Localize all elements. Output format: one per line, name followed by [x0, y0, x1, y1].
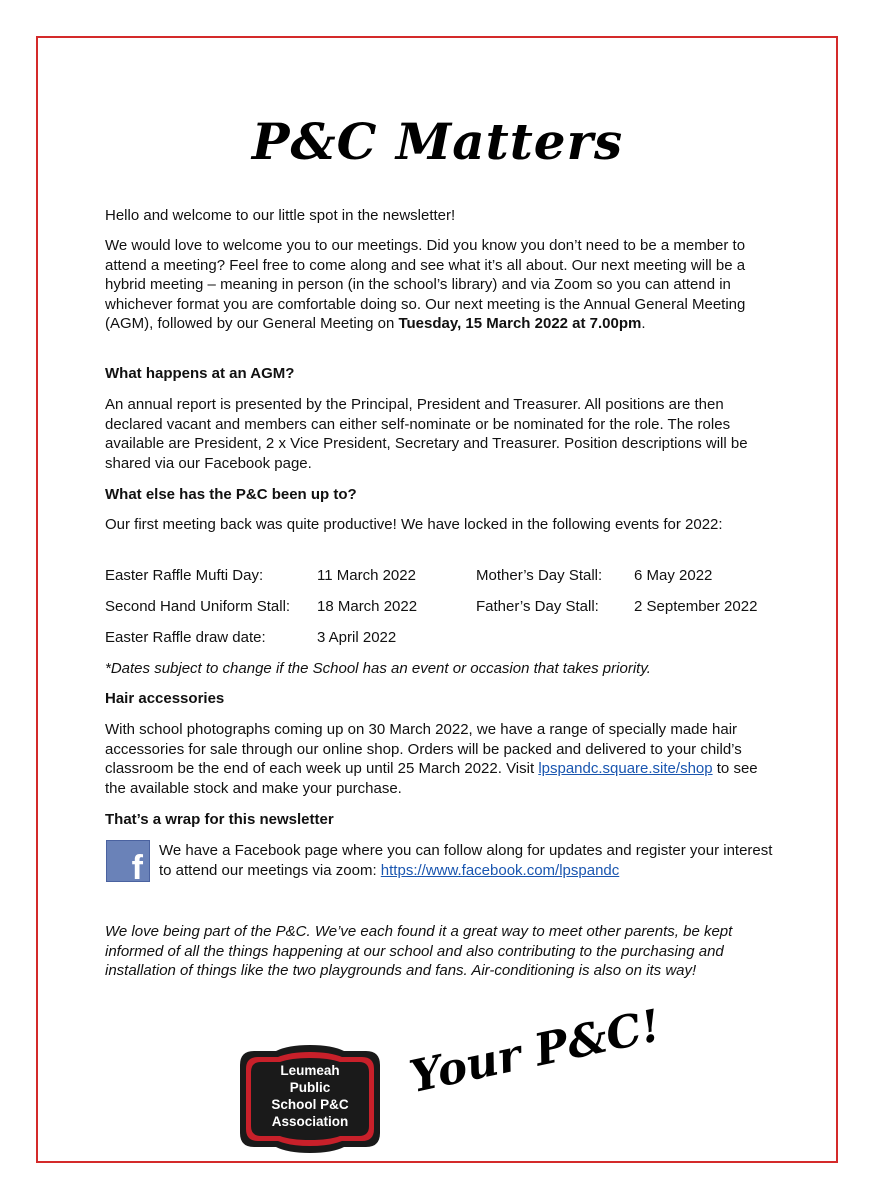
facebook-letter: f — [131, 849, 143, 882]
event-name: Second Hand Uniform Stall: — [105, 598, 291, 615]
facebook-paragraph — [159, 841, 779, 880]
hair-paragraph — [105, 720, 775, 798]
logo-line: School P&C — [271, 1097, 349, 1112]
logo-line: Leumeah — [280, 1063, 340, 1078]
facebook-link[interactable]: https://www.facebook.com/lpspandc — [380, 861, 620, 879]
agm-text: An annual report is presented by the Principal, President and Treasurer. All positions are then declared vacant and members can either self-nominate or be nominated for the role. The roles available are President, 2 x Vice President, Secretary and Treasurer. Position descriptions will be shared via our Facebook page. — [105, 396, 748, 472]
events-text: Our first meeting back was quite productive! We have locked in the following events for 2022: — [105, 516, 723, 533]
meetings-end: . — [641, 315, 646, 332]
page-title: P&C Matters — [251, 112, 624, 171]
logo-line: Public — [289, 1080, 331, 1095]
event-date: 6 May 2022 — [634, 567, 713, 584]
intro-text: Hello and welcome to our little spot in the newsletter! — [105, 207, 456, 224]
events-note: *Dates subject to change if the School has an event or occasion that takes priority. — [105, 660, 651, 677]
hair-end: to see the available stock and make your purchase. — [105, 760, 758, 797]
agm-heading: What happens at an AGM? — [105, 365, 295, 382]
meeting-date: Tuesday, 15 March 2022 at 7.00pm — [398, 315, 642, 332]
hair-heading: Hair accessories — [105, 690, 225, 707]
event-name: Easter Raffle draw date: — [105, 629, 266, 646]
events-heading: What else has the P&C been up to? — [105, 486, 357, 503]
event-date: 2 September 2022 — [634, 598, 758, 615]
event-date: 3 April 2022 — [317, 629, 397, 646]
event-name: Father’s Day Stall: — [476, 598, 599, 615]
facebook-icon[interactable] — [106, 840, 150, 882]
shop-link[interactable]: lpspandc.square.site/shop — [538, 760, 713, 777]
event-date: 18 March 2022 — [317, 598, 418, 615]
closing-text: We love being part of the P&C. We’ve each found it a great way to meet other parents, be kept informed of all the things happening at our school and also contributing to the purchasing and installation of things like the two playgrounds and fans. Air-conditioning is also on its way! — [105, 923, 733, 979]
meetings-text: We would love to welcome you to our meetings. Did you know you don’t need to be a member to attend a meeting? Feel free to come along and see what it’s all about. Our next meeting will be a hybrid meeting – meaning in person (in the school’s library) and via Zoom so you can attend in whichever format you are comfortable doing so. Our next meeting is the Annual General Meeting (AGM), followed by our General Meeting on — [105, 237, 746, 332]
event-name: Mother’s Day Stall: — [476, 567, 603, 584]
event-date: 11 March 2022 — [317, 567, 416, 584]
event-name: Easter Raffle Mufti Day: — [105, 567, 264, 584]
logo-text — [236, 1062, 384, 1130]
facebook-text: We have a Facebook page where you can follow along for updates and register your interest to attend our meetings via zoom: — [159, 842, 773, 879]
hair-text: With school photographs coming up on 30 March 2022, we have a range of specially made hair accessories for sale through our online shop. Orders will be packed and delivered to your child’s classroom be the end of each week up until 25 March 2022. Visit — [105, 721, 742, 777]
logo-line: Association — [271, 1114, 349, 1129]
signoff: Your P&C! — [405, 1000, 666, 1103]
wrap-heading: That’s a wrap for this newsletter — [105, 811, 334, 828]
meetings-paragraph — [105, 236, 775, 334]
